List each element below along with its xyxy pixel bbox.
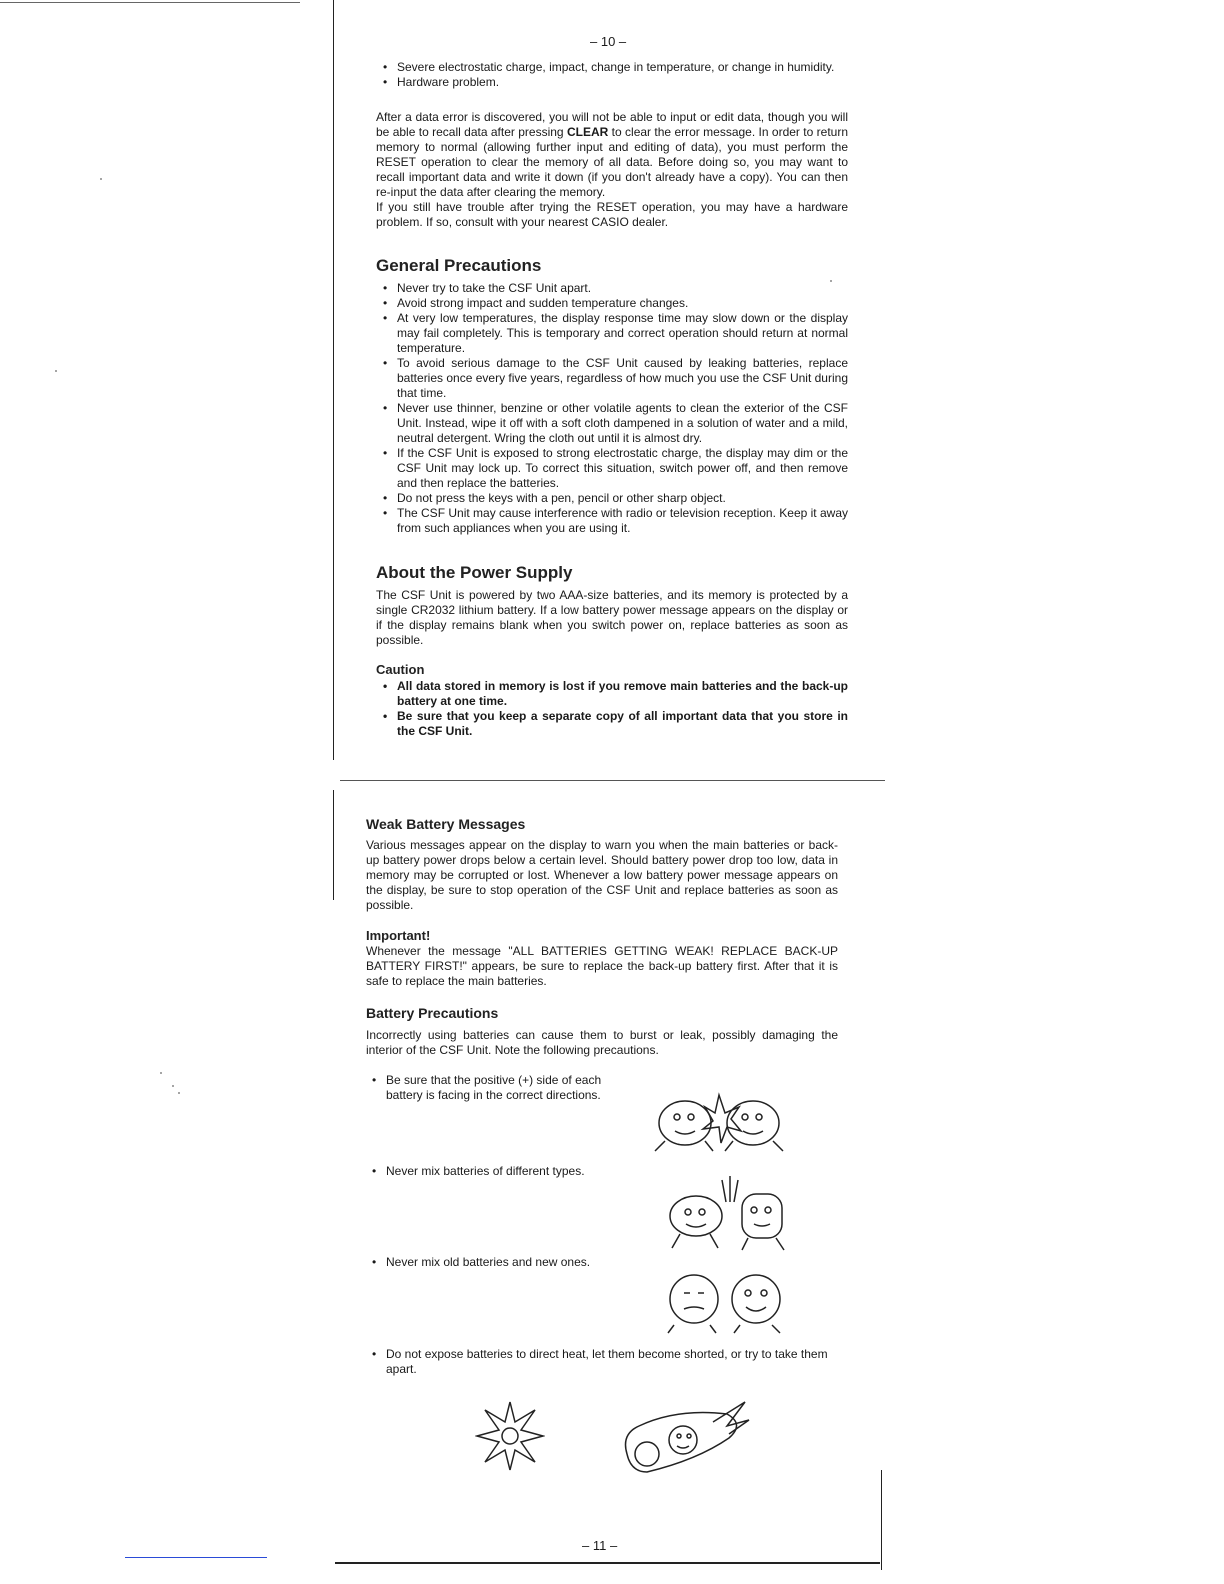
battery-precautions-intro: Incorrectly using batteries can cause them to burst or leak, possibly damaging the interior of the CSF Unit. Note the following precautions. [366,1028,838,1057]
scan-speck [172,1085,174,1087]
weak-battery-paragraph: Various messages appear on the display to warn you when the main batteries or back-up battery power drops below a certain level. Should battery power drop too low, data in memory may be corrupted or lost. Whenever a low battery power message appears on the display, be sure to stop operation of the CSF Unit and replace batteries as soon as possible. [366,838,838,912]
blue-underline-artifact [125,1557,267,1558]
list-item: • If the CSF Unit is exposed to strong electrostatic charge, the display may dim or the CSF Unit may lock up. To correct this situation, switch power off, and then remove and then replace the batteries. [376,446,848,491]
important-paragraph: Whenever the message "ALL BATTERIES GETTING WEAK! REPLACE BACK-UP BATTERY FIRST!" appears, be sure to replace the back-up battery first. After that it is safe to replace the main batteries. [366,944,838,988]
hardware-problem-note: If you still have trouble after trying the RESET operation, you may have a hardware problem. If so, consult with your nearest CASIO dealer. [376,200,848,229]
scan-speck [55,370,57,372]
battery-precaution-item-age: • Never mix old batteries and new ones. [368,1255,646,1270]
general-precautions-list [376,281,848,536]
list-item: • At very low temperatures, the display response time may slow down or the display may fail completely. This is temporary and correct operation should return at normal temperature. [376,311,848,356]
list-item: • Avoid strong impact and sudden temperature changes. [376,296,848,311]
old-and-new-batteries-illustration [660,1265,790,1335]
caution-heading: Caution [376,662,425,677]
top-left-scan-line [0,2,300,3]
batteries-polarity-illustration [645,1085,795,1155]
list-item: • Severe electrostatic charge, impact, change in temperature, or change in humidity. [376,60,848,75]
caution-list [376,679,848,739]
right-page-edge [881,1470,882,1570]
list-item: • Hardware problem. [376,75,848,90]
important-heading: Important! [366,928,431,943]
clear-key-label: CLEAR [566,125,609,139]
bottom-edge-line [335,1562,880,1564]
battery-precaution-item-polarity: • Be sure that the positive (+) side of each battery is facing in the correct directions. [368,1073,631,1103]
list-item: • Never try to take the CSF Unit apart. [376,281,848,296]
battery-burst-illustration [475,1400,545,1472]
scan-speck [100,178,102,180]
data-error-text-start: After a data error is discovered, you will not be able to input or edit data, though you will be able to recall data after pressing [376,110,848,139]
battery-precaution-item-types: • Never mix batteries of different types. [368,1164,646,1179]
page-number-10: – 10 – [590,34,627,49]
list-item: • Do not press the keys with a pen, pencil or other sharp object. [376,491,848,506]
page-number-11: – 11 – [582,1538,618,1553]
list-item: • The CSF Unit may cause interference with radio or television reception. Keep it away from such appliances when you are using it. [376,506,848,536]
left-page-edge-top [333,0,334,760]
data-error-text-end: to clear the error message. In order to return memory to normal (allowing further input and editing of data), you must perform the RESET operation to clear the memory of all data. Before doing so, you may want to recall important data and write it down (if you don't already have a copy). You can then re-input the data after clearing the memory. [376,125,848,199]
heated-battery-illustration [617,1400,752,1480]
scan-speck [160,1072,162,1074]
battery-precautions-heading: Battery Precautions [366,1005,499,1021]
scan-speck [178,1092,180,1094]
general-precautions-heading: General Precautions [376,256,542,275]
battery-precaution-item-heat: • Do not expose batteries to direct heat, let them become shorted, or try to take them apart. [368,1347,854,1377]
list-item: • Be sure that you keep a separate copy of all important data that you store in the CSF Unit. [376,709,848,739]
continued-error-causes-list [376,60,848,90]
power-supply-paragraph: The CSF Unit is powered by two AAA-size batteries, and its memory is protected by a single CR2032 lithium battery. If a low battery power message appears on the display or if the display remains blank when you switch power on, replace batteries as soon as possible. [376,588,848,647]
mixed-battery-types-illustration [660,1172,800,1252]
data-error-paragraph [376,110,848,230]
list-item: • To avoid serious damage to the CSF Unit caused by leaking batteries, replace batteries once every five years, regardless of how much you use the CSF Unit during that time. [376,356,848,401]
left-page-edge-bottom [333,790,334,900]
list-item: • Never use thinner, benzine or other volatile agents to clean the exterior of the CSF Unit. Instead, wipe it off with a soft cloth dampened in a solution of water and a mild, neutral detergent. Wring the cloth out until it is almost dry. [376,401,848,446]
list-item: • All data stored in memory is lost if you remove main batteries and the back-up battery at one time. [376,679,848,709]
weak-battery-heading: Weak Battery Messages [366,816,526,832]
page-fold-line [340,780,885,781]
power-supply-heading: About the Power Supply [376,563,573,582]
